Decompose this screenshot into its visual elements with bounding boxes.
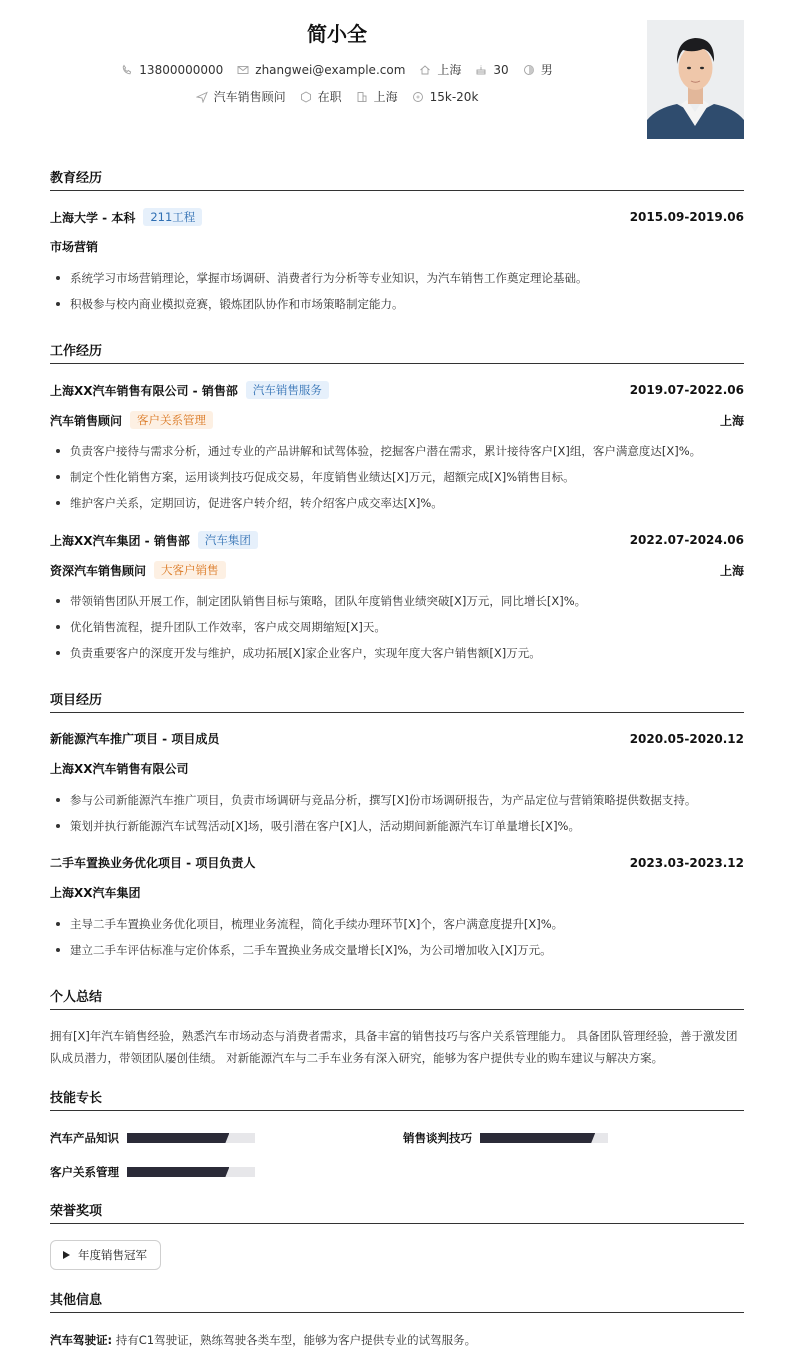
skill-bar bbox=[127, 1167, 255, 1177]
skill-item bbox=[50, 1130, 255, 1146]
list-item: 维护客户关系，定期回访，促进客户转介绍，转介绍客户成交率达[X]%。 bbox=[50, 495, 744, 511]
job-header-row bbox=[50, 381, 744, 399]
salary-item: 15k-20k bbox=[412, 90, 479, 104]
list-item: 主导二手车置换业务优化项目，梳理业务流程，简化手续办理环节[X]个，客户满意度提升[X]%。 bbox=[50, 916, 744, 932]
candidate-name: 简小全 bbox=[307, 22, 367, 46]
age-item: 30 bbox=[475, 63, 508, 77]
list-item: 优化销售流程，提升团队工作效率，客户成交周期缩短[X]天。 bbox=[50, 619, 744, 635]
hometown-item: 上海 bbox=[419, 61, 461, 78]
section-title: 教育经历 bbox=[50, 170, 744, 191]
phone-icon bbox=[121, 64, 133, 76]
status-icon bbox=[300, 91, 312, 103]
intent-city-item: 上海 bbox=[356, 88, 398, 105]
list-item: 制定个性化销售方案，运用谈判技巧促成交易，年度销售业绩达[X]万元，超额完成[X]%销售目标。 bbox=[50, 469, 744, 485]
section-title: 技能专长 bbox=[50, 1090, 744, 1111]
project-header-row bbox=[50, 730, 744, 747]
project-org: 上海XX汽车集团 bbox=[50, 886, 141, 900]
skill-name: 汽车产品知识 bbox=[50, 1131, 119, 1145]
list-item: 参与公司新能源汽车推广项目，负责市场调研与竞品分析，撰写[X]份市场调研报告，为产品定位与营销策略提供数据支持。 bbox=[50, 792, 744, 808]
project-date: 2023.03-2023.12 bbox=[629, 855, 744, 870]
other-section bbox=[50, 1292, 744, 1313]
section-title: 项目经历 bbox=[50, 692, 744, 713]
send-icon bbox=[196, 91, 208, 103]
project-name: 新能源汽车推广项目 - 项目成员 bbox=[50, 732, 220, 746]
skill-name: 客户关系管理 bbox=[50, 1165, 119, 1179]
award-item[interactable] bbox=[50, 1240, 161, 1270]
job-role: 资深汽车销售顾问 bbox=[50, 563, 147, 578]
company-tag: 汽车销售服务 bbox=[246, 381, 329, 399]
education-section bbox=[50, 170, 744, 191]
skill-bar bbox=[480, 1133, 608, 1143]
resume-header bbox=[50, 0, 744, 160]
summary-text: 拥有[X]年汽车销售经验，熟悉汽车市场动态与消费者需求，具备丰富的销售技巧与客户关系管理能力。 具备团队管理经验，善于激发团队成员潜力，带领团队屡创佳绩。 对新能源汽车与二手车业务有深入研究，能够为客户提供专业的购车建议与解决方案。 bbox=[50, 1029, 738, 1065]
skill-bar-fill bbox=[127, 1133, 229, 1143]
role-tag: 大客户销售 bbox=[154, 561, 226, 579]
list-item: 带领销售团队开展工作，制定团队销售目标与策略，团队年度销售业绩突破[X]万元，同比增长[X]%。 bbox=[50, 593, 744, 609]
skills-section bbox=[50, 1090, 744, 1111]
school-tag: 211工程 bbox=[143, 208, 202, 226]
email-item: zhangwei@example.com bbox=[237, 63, 405, 77]
list-item: 负责客户接待与需求分析，通过专业的产品讲解和试驾体验，挖掘客户潜在需求，累计接待客户[X]组，客户满意度达[X]%。 bbox=[50, 443, 744, 459]
project-name: 二手车置换业务优化项目 - 项目负责人 bbox=[50, 856, 256, 870]
list-item: 策划并执行新能源汽车试驾活动[X]场，吸引潜在客户[X]人，活动期间新能源汽车订单量增长[X]%。 bbox=[50, 818, 744, 834]
section-title: 工作经历 bbox=[50, 343, 744, 364]
other-info-line bbox=[50, 1332, 744, 1348]
work-section bbox=[50, 343, 744, 364]
major-name: 市场营销 bbox=[50, 240, 99, 254]
section-title: 其他信息 bbox=[50, 1292, 744, 1313]
job-location: 上海 bbox=[719, 563, 744, 578]
education-header-row bbox=[50, 208, 744, 226]
award-name: 年度销售冠军 bbox=[78, 1248, 147, 1262]
list-item: 系统学习市场营销理论，掌握市场调研、消费者行为分析等专业知识，为汽车销售工作奠定理论基础。 bbox=[50, 270, 744, 286]
job-header-row bbox=[50, 531, 744, 549]
job-intent-row bbox=[50, 88, 624, 105]
job-date: 2022.07-2024.06 bbox=[629, 533, 744, 547]
play-triangle-icon bbox=[63, 1251, 70, 1259]
phone-item: 13800000000 bbox=[121, 63, 223, 77]
summary-section bbox=[50, 989, 744, 1010]
skill-bar-fill bbox=[127, 1167, 229, 1177]
company-tag: 汽车集团 bbox=[198, 531, 258, 549]
company-name: 上海XX汽车销售有限公司 - 销售部 bbox=[50, 383, 238, 398]
resume-page bbox=[50, 0, 744, 1347]
education-major-row bbox=[50, 238, 744, 255]
job-location: 上海 bbox=[719, 413, 744, 428]
projects-section bbox=[50, 692, 744, 713]
list-item: 建立二手车评估标准与定价体系，二手车置换业务成交量增长[X]%，为公司增加收入[X]万元。 bbox=[50, 942, 744, 958]
education-date: 2015.09-2019.06 bbox=[629, 210, 744, 224]
role-tag: 客户关系管理 bbox=[130, 411, 213, 429]
job-role-row bbox=[50, 561, 744, 579]
contact-info-row bbox=[50, 61, 624, 78]
section-title: 个人总结 bbox=[50, 989, 744, 1010]
job-status-item: 在职 bbox=[300, 88, 342, 105]
home-icon bbox=[419, 64, 431, 76]
list-item: 积极参与校内商业模拟竞赛，锻炼团队协作和市场策略制定能力。 bbox=[50, 296, 744, 312]
skill-bar-fill bbox=[480, 1133, 595, 1143]
intent-position-item: 汽车销售顾问 bbox=[196, 88, 286, 105]
mail-icon bbox=[237, 64, 249, 76]
school-name: 上海大学 - 本科 bbox=[50, 210, 136, 225]
section-title: 荣誉奖项 bbox=[50, 1203, 744, 1224]
job-role-row bbox=[50, 411, 744, 429]
job-role: 汽车销售顾问 bbox=[50, 413, 123, 428]
skill-bar bbox=[127, 1133, 255, 1143]
gender-icon bbox=[523, 64, 535, 76]
salary-icon bbox=[412, 91, 424, 103]
honors-section bbox=[50, 1203, 744, 1224]
profile-photo bbox=[647, 20, 744, 139]
project-org: 上海XX汽车销售有限公司 bbox=[50, 762, 189, 776]
skill-item bbox=[50, 1164, 255, 1180]
project-org-row bbox=[50, 884, 744, 901]
other-text: 持有C1驾驶证，熟练驾驶各类车型，能够为客户提供专业的试驾服务。 bbox=[115, 1333, 477, 1347]
job-date: 2019.07-2022.06 bbox=[629, 383, 744, 397]
building-icon bbox=[356, 91, 368, 103]
project-header-row bbox=[50, 854, 744, 871]
skill-item bbox=[403, 1130, 608, 1146]
cake-icon bbox=[475, 64, 487, 76]
project-org-row bbox=[50, 760, 744, 777]
skill-name: 销售谈判技巧 bbox=[403, 1131, 472, 1145]
company-name: 上海XX汽车集团 - 销售部 bbox=[50, 533, 190, 548]
other-label: 汽车驾驶证: bbox=[50, 1333, 113, 1347]
gender-item: 男 bbox=[523, 61, 553, 78]
list-item: 负责重要客户的深度开发与维护，成功拓展[X]家企业客户，实现年度大客户销售额[X]万元。 bbox=[50, 645, 744, 661]
project-date: 2020.05-2020.12 bbox=[629, 731, 744, 746]
